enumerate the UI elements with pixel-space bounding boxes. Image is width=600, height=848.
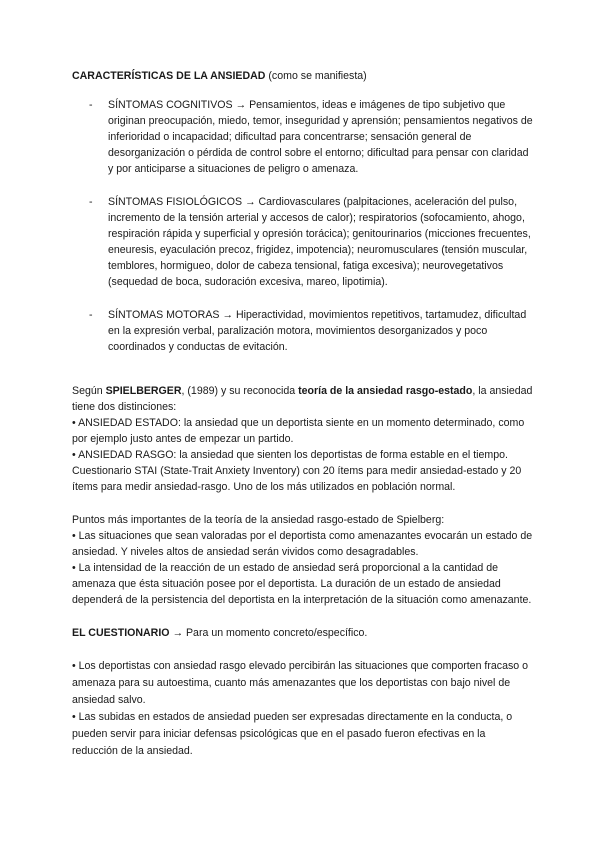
ansiedad-rasgo: • ANSIEDAD RASGO: la ansiedad que sienten los deportistas de forma estable en el tiempo.	[72, 449, 508, 461]
heading-subtitle: (como se manifiesta)	[265, 70, 367, 82]
symptom-text: Pensamientos, ideas e imágenes de tipo subjetivo que originan preocupación, miedo, temor, inseguridad y aprensión; pensamientos negativos de inferioridad o incapacidad; dificultad para concentrarse; sensación general de desorganización o pérdida de control sobre el entorno; dificultad para pensar con claridad y por anticiparse a situaciones de peligro o amenaza.	[108, 99, 533, 175]
ansiedad-estado: • ANSIEDAD ESTADO: la ansiedad que un deportista siente en un momento determinado, como por ejemplo justo antes de empezar un partido.	[72, 417, 525, 445]
theory-name: teoría de la ansiedad rasgo-estado	[298, 385, 473, 397]
symptom-text: Cardiovasculares (palpitaciones, aceleración del pulso, incremento de la tensión arterial y accesos de calor); respiratorios (sofocamiento, ahogo, respiración rápida y superficial y opresión torácica); genitourinarios (micciones frecuentes, eneuresis, eyaculación precoz, frigidez, impotencia); neuromusculares (tensión muscular, temblores, hormigueo, dolor de cabeza tensional, fatiga excesiva); neurovegetativos (sequedad de boca, sudoración excesiva, mareo, lipotimia).	[108, 196, 531, 288]
symptom-label: SÍNTOMAS COGNITIVOS →	[108, 99, 250, 111]
list-item	[72, 307, 534, 355]
list-item	[72, 194, 534, 290]
author-name: SPIELBERGER	[105, 385, 182, 397]
dash-bullet: -	[89, 309, 93, 321]
dash-bullet: -	[89, 196, 93, 208]
cuestionario-bullet-2: • Las subidas en estados de ansiedad pueden ser expresadas directamente en la conducta, o pueden servir para iniciar defensas psicológicas que en el pasado fueron efectivas en la reducción de la ansiedad.	[72, 711, 513, 757]
points-title: Puntos más importantes de la teoría de la ansiedad rasgo-estado de Spielberg:	[72, 514, 445, 526]
cuestionario-title: EL CUESTIONARIO	[72, 627, 170, 639]
section-heading	[72, 68, 534, 84]
symptoms-list	[72, 97, 534, 355]
symptom-label: SÍNTOMAS MOTORAS →	[108, 309, 236, 321]
cuestionario-text: → Para un momento concreto/específico.	[169, 627, 368, 639]
document-page	[72, 68, 534, 760]
heading-title: CARACTERÍSTICAS DE LA ANSIEDAD	[72, 70, 266, 82]
symptom-text: Hiperactividad, movimientos repetitivos, tartamudez, dificultad en la expresión verbal, paralización motora, movimientos desorganizados y poco coordinados y conductas de evitación.	[108, 309, 527, 353]
intro-text: Según	[72, 385, 106, 397]
cuestionario-bullet-1: • Los deportistas con ansiedad rasgo elevado percibirán las situaciones que comporten fracaso o amenaza para su autoestima, cuanto más amenazantes que los deportistas con bajo nivel de ansiedad salvo.	[72, 660, 528, 706]
point-1: • Las situaciones que sean valoradas por el deportista como amenazantes evocarán un estado de ansiedad. Y niveles altos de ansiedad serán vividos como desagradables.	[72, 530, 533, 558]
intro-text: , (1989) y su reconocida	[181, 385, 299, 397]
point-2: • La intensidad de la reacción de un estado de ansiedad será proporcional a la cantidad de amenaza que ésta situación posee por el deportista. La duración de un estado de ansiedad dependerá de la persistencia del deportista en la interpretación de la situación como amenazante.	[72, 562, 532, 606]
list-item	[72, 97, 534, 177]
symptom-label: SÍNTOMAS FISIOLÓGICOS →	[108, 196, 259, 208]
cuestionario-heading	[72, 625, 534, 641]
dash-bullet: -	[89, 99, 93, 111]
spielberger-intro	[72, 383, 534, 415]
stai-paragraph: Cuestionario STAI (State-Trait Anxiety Inventory) con 20 ítems para medir ansiedad-estado y 20 ítems para medir ansiedad-rasgo. Uno de los más utilizados en población normal.	[72, 465, 522, 493]
intro-text: , la ansiedad tiene dos distinciones:	[72, 385, 533, 413]
